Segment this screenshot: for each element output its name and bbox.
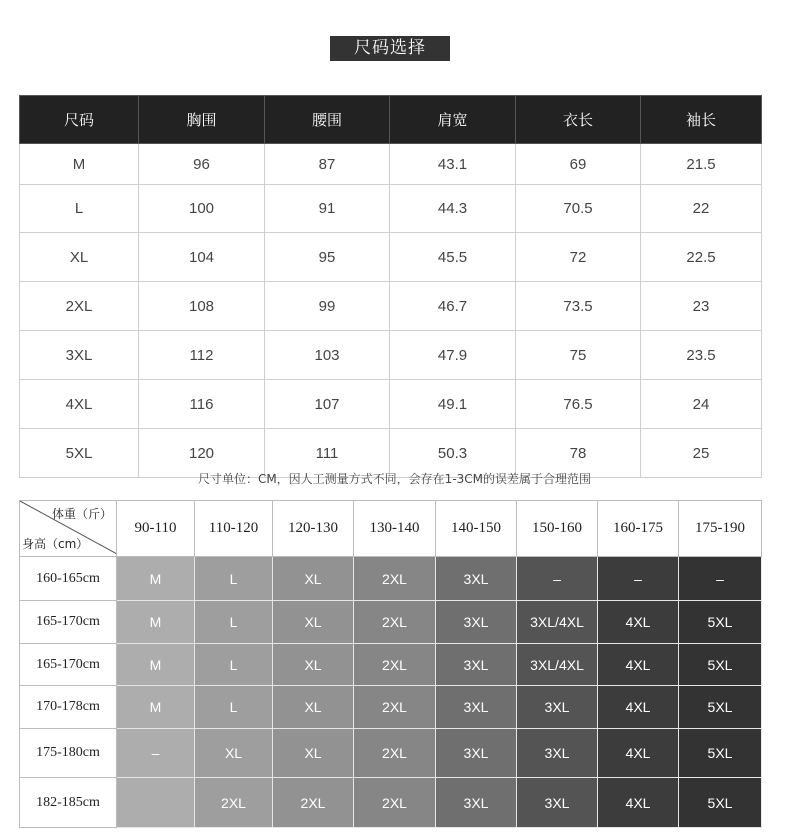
size-row (20, 331, 762, 380)
size-cell: L (20, 185, 139, 233)
recommended-size-cell: 5XL (679, 644, 762, 686)
size-cell: 111 (265, 429, 390, 478)
size-table (19, 95, 762, 478)
weight-range-header: 175-190 (679, 501, 762, 557)
size-row (20, 185, 762, 233)
recommended-size-cell: 5XL (679, 686, 762, 729)
size-cell: 100 (139, 185, 265, 233)
header-size: 尺码 (20, 96, 139, 144)
size-cell: 23.5 (641, 331, 762, 380)
recommended-size-cell: M (117, 557, 195, 601)
recommended-size-cell: 2XL (354, 601, 436, 644)
weight-range-header: 160-175 (598, 501, 679, 557)
fit-row (20, 601, 762, 644)
size-cell: XL (20, 233, 139, 282)
recommended-size-cell: 5XL (679, 778, 762, 828)
weight-range-header: 130-140 (354, 501, 436, 557)
recommended-size-cell: 3XL (517, 686, 598, 729)
size-cell: 116 (139, 380, 265, 429)
header-length: 衣长 (516, 96, 641, 144)
size-cell: 76.5 (516, 380, 641, 429)
recommended-size-cell: M (117, 686, 195, 729)
corner-cell (20, 501, 117, 557)
recommended-size-cell: 4XL (598, 729, 679, 778)
recommended-size-cell: 4XL (598, 601, 679, 644)
height-axis-label: 身高（cm） (22, 537, 89, 551)
recommended-size-cell: – (679, 557, 762, 601)
recommended-size-cell: 3XL (436, 557, 517, 601)
size-cell: 2XL (20, 282, 139, 331)
recommended-size-cell: 3XL (436, 644, 517, 686)
size-cell: 22 (641, 185, 762, 233)
size-cell: 46.7 (390, 282, 516, 331)
header-shoulder: 肩宽 (390, 96, 516, 144)
recommended-size-cell: XL (273, 686, 354, 729)
weight-range-header: 120-130 (273, 501, 354, 557)
size-cell: M (20, 144, 139, 185)
header-waist: 腰围 (265, 96, 390, 144)
fit-row (20, 778, 762, 828)
recommended-size-cell: XL (273, 557, 354, 601)
recommended-size-cell: 2XL (354, 644, 436, 686)
weight-axis-label: 体重（斤） (51, 507, 112, 521)
measurement-note: 尺寸单位：CM，因人工测量方式不同，会存在1-3CM的误差属于合理范围 (197, 472, 592, 486)
size-cell: 78 (516, 429, 641, 478)
recommended-size-cell: 5XL (679, 729, 762, 778)
size-cell: 23 (641, 282, 762, 331)
recommended-size-cell: XL (273, 601, 354, 644)
size-cell: 91 (265, 185, 390, 233)
size-cell: 25 (641, 429, 762, 478)
size-cell: 96 (139, 144, 265, 185)
size-cell: 49.1 (390, 380, 516, 429)
recommended-size-cell: 2XL (354, 557, 436, 601)
size-cell: 21.5 (641, 144, 762, 185)
recommended-size-cell: L (195, 644, 273, 686)
recommended-size-cell: 3XL (436, 601, 517, 644)
recommended-size-cell: XL (273, 729, 354, 778)
page-title: 尺码选择 (330, 36, 450, 61)
size-cell: 75 (516, 331, 641, 380)
recommended-size-cell: M (117, 601, 195, 644)
size-cell: 112 (139, 331, 265, 380)
size-cell: 3XL (20, 331, 139, 380)
recommended-size-cell: L (195, 601, 273, 644)
header-sleeve: 袖长 (641, 96, 762, 144)
recommended-size-cell: 3XL (517, 729, 598, 778)
recommended-size-cell: 4XL (598, 686, 679, 729)
size-row (20, 282, 762, 331)
weight-range-header: 90-110 (117, 501, 195, 557)
size-cell: 45.5 (390, 233, 516, 282)
weight-range-header: 150-160 (517, 501, 598, 557)
height-range-label: 165-170cm (20, 644, 117, 686)
recommended-size-cell: 3XL/4XL (517, 644, 598, 686)
weight-range-header: 110-120 (195, 501, 273, 557)
recommended-size-cell: 3XL (436, 729, 517, 778)
size-cell: 104 (139, 233, 265, 282)
size-cell: 72 (516, 233, 641, 282)
size-cell: 47.9 (390, 331, 516, 380)
recommended-size-cell: 3XL (436, 686, 517, 729)
size-cell: 22.5 (641, 233, 762, 282)
fit-table (19, 500, 762, 828)
recommended-size-cell (117, 778, 195, 828)
recommended-size-cell: 4XL (598, 778, 679, 828)
size-row (20, 233, 762, 282)
size-cell: 70.5 (516, 185, 641, 233)
height-range-label: 165-170cm (20, 601, 117, 644)
size-cell: 87 (265, 144, 390, 185)
recommended-size-cell: 3XL/4XL (517, 601, 598, 644)
size-cell: 5XL (20, 429, 139, 478)
recommended-size-cell: – (517, 557, 598, 601)
recommended-size-cell: L (195, 686, 273, 729)
recommended-size-cell: 2XL (354, 686, 436, 729)
header-chest: 胸围 (139, 96, 265, 144)
size-row (20, 144, 762, 185)
size-cell: 108 (139, 282, 265, 331)
recommended-size-cell: 2XL (354, 778, 436, 828)
size-table-header (20, 96, 762, 144)
recommended-size-cell: 4XL (598, 644, 679, 686)
size-cell: 24 (641, 380, 762, 429)
recommended-size-cell: 3XL (436, 778, 517, 828)
height-range-label: 182-185cm (20, 778, 117, 828)
recommended-size-cell: – (598, 557, 679, 601)
size-cell: 44.3 (390, 185, 516, 233)
fit-row (20, 557, 762, 601)
height-range-label: 170-178cm (20, 686, 117, 729)
recommended-size-cell: 2XL (354, 729, 436, 778)
recommended-size-cell: M (117, 644, 195, 686)
size-cell: 95 (265, 233, 390, 282)
size-cell: 120 (139, 429, 265, 478)
size-cell: 103 (265, 331, 390, 380)
height-range-label: 160-165cm (20, 557, 117, 601)
recommended-size-cell: 5XL (679, 601, 762, 644)
fit-row (20, 729, 762, 778)
size-cell: 4XL (20, 380, 139, 429)
recommended-size-cell: 2XL (195, 778, 273, 828)
fit-row (20, 686, 762, 729)
recommended-size-cell: L (195, 557, 273, 601)
fit-row (20, 644, 762, 686)
recommended-size-cell: 2XL (273, 778, 354, 828)
size-cell: 107 (265, 380, 390, 429)
size-cell: 73.5 (516, 282, 641, 331)
recommended-size-cell: 3XL (517, 778, 598, 828)
size-row (20, 380, 762, 429)
size-cell: 50.3 (390, 429, 516, 478)
recommended-size-cell: XL (273, 644, 354, 686)
recommended-size-cell: XL (195, 729, 273, 778)
fit-table-header (20, 501, 762, 557)
recommended-size-cell: – (117, 729, 195, 778)
size-cell: 99 (265, 282, 390, 331)
weight-range-header: 140-150 (436, 501, 517, 557)
height-range-label: 175-180cm (20, 729, 117, 778)
size-cell: 69 (516, 144, 641, 185)
size-cell: 43.1 (390, 144, 516, 185)
